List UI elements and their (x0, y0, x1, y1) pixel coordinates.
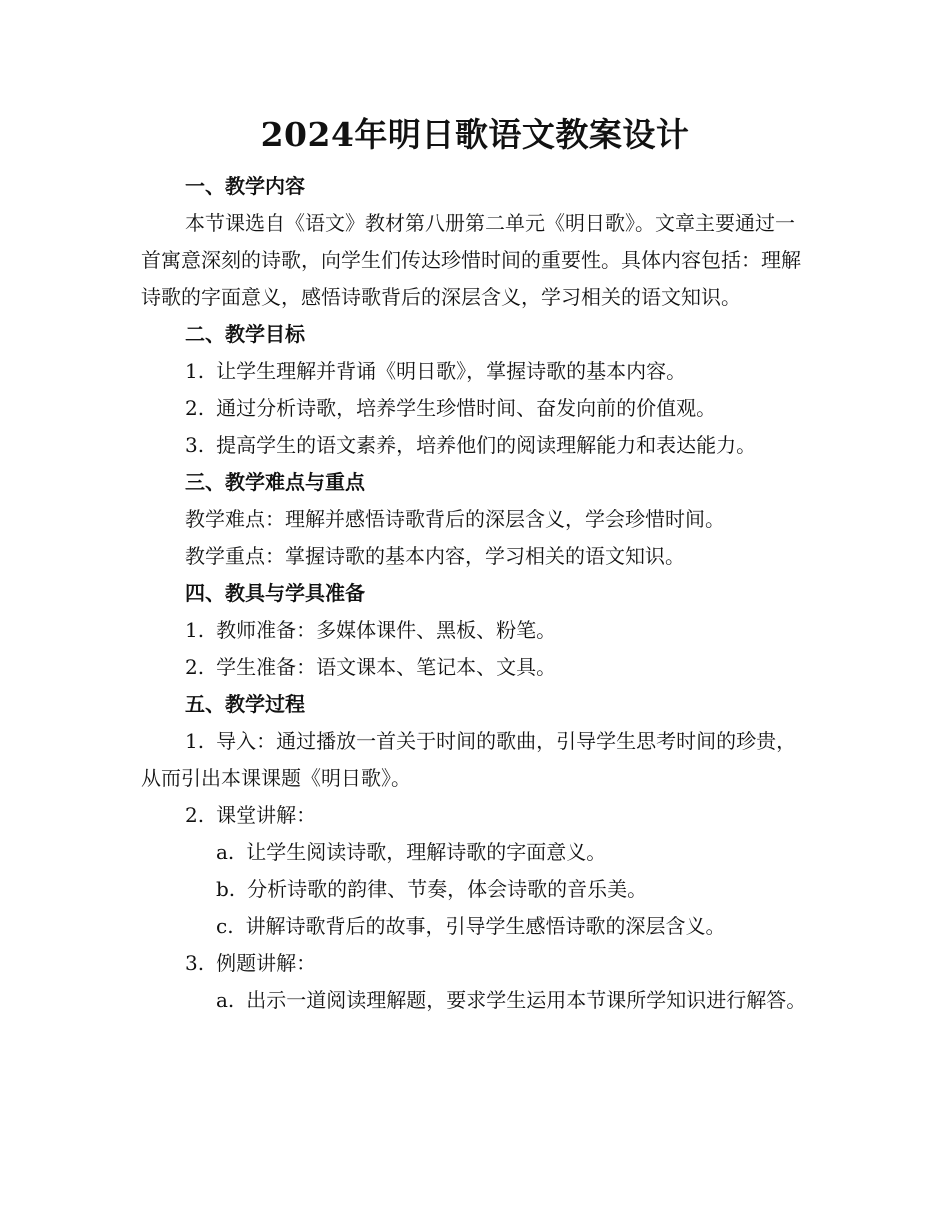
process-substep (141, 908, 807, 945)
substep-text: 分析诗歌的韵律、节奏，体会诗歌的音乐美。 (247, 877, 648, 901)
document-title: 2024年明日歌语文教案设计 (260, 115, 690, 154)
step-text: 导入：通过播放一首关于时间的歌曲，引导学生思考时间的珍贵，从而引出本课课题《明日歌》。 (141, 729, 797, 790)
teaching-focus: 教学重点：掌握诗歌的基本内容，学习相关的语文知识。 (185, 544, 685, 568)
step-number: 2. (185, 803, 205, 827)
substep-letter: b. (216, 877, 236, 901)
substep-letter: c. (216, 914, 234, 938)
section-heading-teaching-goals: 二、教学目标 (185, 322, 305, 346)
teaching-difficulty: 教学难点：理解并感悟诗歌背后的深层含义，学会珍惜时间。 (185, 507, 725, 531)
step-text: 例题讲解： (216, 951, 317, 975)
process-substep (141, 871, 807, 908)
goal-number: 3. (185, 433, 205, 457)
goal-item (141, 353, 807, 390)
section-heading-teaching-content: 一、教学内容 (185, 174, 305, 198)
substep-letter: a. (216, 840, 235, 864)
step-number: 3. (185, 951, 205, 975)
step-text: 课堂讲解： (216, 803, 317, 827)
teaching-content-paragraph: 本节课选自《语文》教材第八册第二单元《明日歌》。文章主要通过一首寓意深刻的诗歌，向学生们传达珍惜时间的重要性。具体内容包括：理解诗歌的字面意义，感悟诗歌背后的深层含义，学习相关的语文知识。 (141, 211, 801, 309)
process-step (141, 723, 807, 797)
material-text: 学生准备：语文课本、笔记本、文具。 (216, 655, 557, 679)
goal-item (141, 427, 807, 464)
process-step (141, 945, 807, 982)
goal-text: 通过分析诗歌，培养学生珍惜时间、奋发向前的价值观。 (216, 396, 717, 420)
material-item (141, 612, 807, 649)
process-substep (141, 834, 807, 871)
goal-number: 1. (185, 359, 205, 383)
goal-text: 让学生理解并背诵《明日歌》，掌握诗歌的基本内容。 (216, 359, 687, 383)
substep-text: 让学生阅读诗歌，理解诗歌的字面意义。 (246, 840, 607, 864)
goal-number: 2. (185, 396, 205, 420)
substep-letter: a. (216, 988, 235, 1012)
substep-text: 讲解诗歌背后的故事，引导学生感悟诗歌的深层含义。 (245, 914, 726, 938)
material-item (141, 649, 807, 686)
section-heading-materials: 四、教具与学具准备 (185, 581, 365, 605)
process-substep (141, 982, 807, 1019)
section-heading-teaching-process: 五、教学过程 (185, 692, 305, 716)
material-number: 1. (185, 618, 205, 642)
substep-text: 出示一道阅读理解题，要求学生运用本节课所学知识进行解答。 (246, 988, 807, 1012)
section-heading-difficulty-focus: 三、教学难点与重点 (185, 470, 365, 494)
document-body (141, 168, 807, 1019)
process-step (141, 797, 807, 834)
material-number: 2. (185, 655, 205, 679)
goal-text: 提高学生的语文素养，培养他们的阅读理解能力和表达能力。 (216, 433, 757, 457)
material-text: 教师准备：多媒体课件、黑板、粉笔。 (216, 618, 557, 642)
goal-item (141, 390, 807, 427)
step-number: 1. (185, 729, 205, 753)
